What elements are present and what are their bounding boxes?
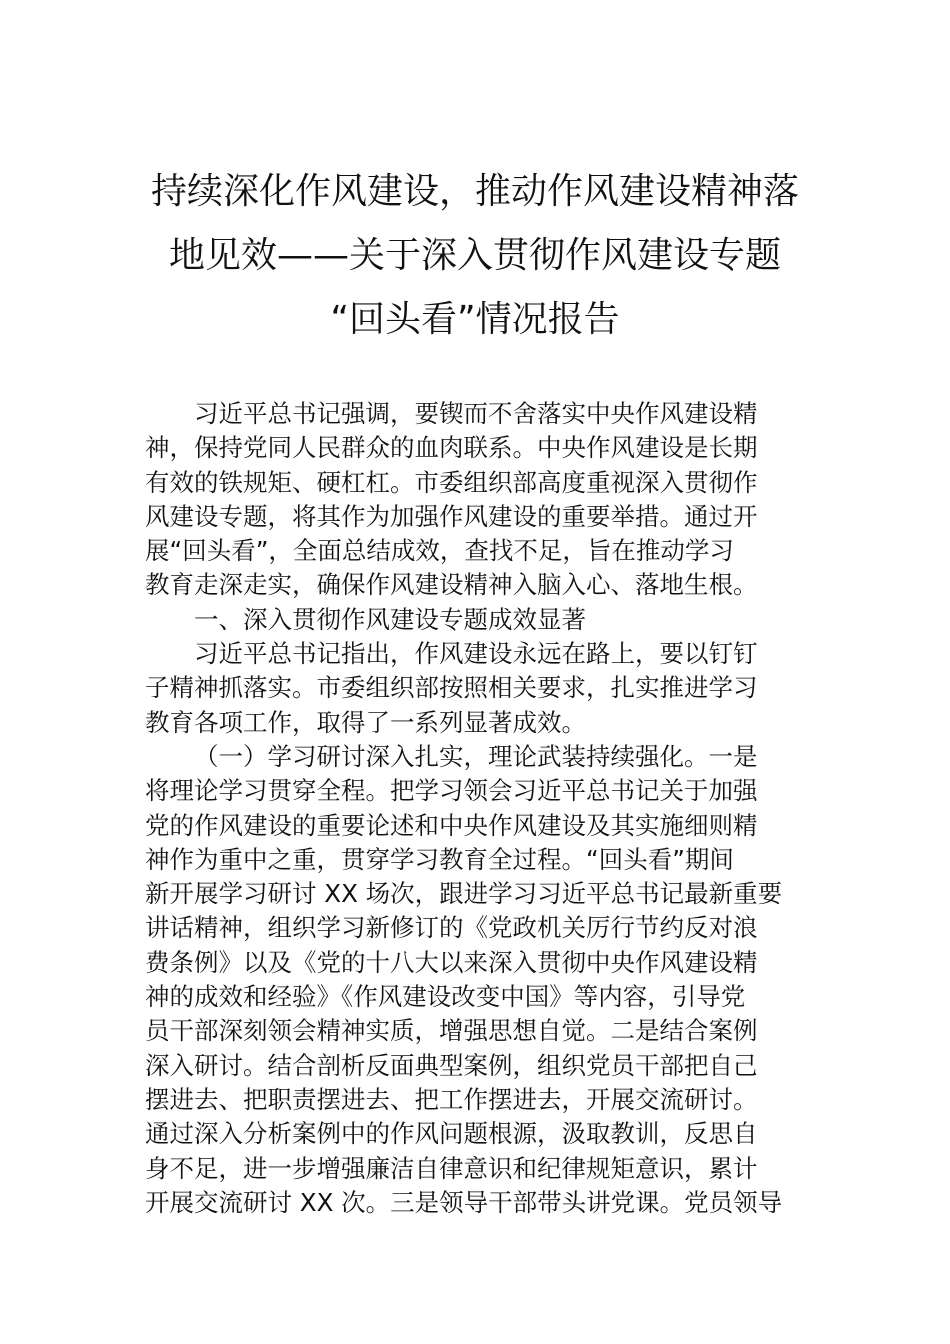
paragraph-subsection1-line-5: 新开展学习研讨 XX 场次，跟进学习习近平总书记最新重要: [145, 879, 783, 909]
paragraph-intro-line-5: 展“回头看”，全面总结成效，查找不足，旨在推动学习: [145, 536, 734, 566]
paragraph-subsection1-line-8: 神的成效和经验》《作风建设改变中国》等内容，引导党: [145, 982, 746, 1012]
paragraph-intro-line-1: 习近平总书记强调，要锲而不舍落实中央作风建设精: [194, 399, 758, 428]
paragraph-subsection1-line-12: 通过深入分析案例中的作风问题根源，汲取教训，反思自: [145, 1119, 758, 1149]
paragraph-subsection1-line-10: 深入研讨。结合剖析反面典型案例，组织党员干部把自己: [145, 1050, 758, 1080]
paragraph-intro-line-4: 风建设专题，将其作为加强作风建设的重要举措。通过开: [145, 501, 758, 531]
paragraph-subsection1-line-9: 员干部深刻领会精神实质，增强思想自觉。二是结合案例: [145, 1016, 758, 1046]
title-line-2: 地见效——关于深入贯彻作风建设专题: [168, 235, 781, 276]
paragraph-subsection1-line-14: 开展交流研讨 XX 次。三是领导干部带头讲党课。党员领导: [145, 1187, 783, 1217]
paragraph-intro-line-6: 教育走深走实，确保作风建设精神入脑入心、落地生根。: [145, 570, 758, 600]
paragraph-subsection1-line-13: 身不足，进一步增强廉洁自律意识和纪律规矩意识，累计: [145, 1153, 758, 1183]
title-line-3: “回头看”情况报告: [330, 299, 620, 340]
document-body: [145, 397, 810, 1220]
paragraph-subsection1-line-1: （一）学习研讨深入扎实，理论武装持续强化。一是: [194, 741, 758, 771]
section-heading-1: 一、深入贯彻作风建设专题成效显著: [194, 604, 586, 634]
paragraph-subsection1-line-11: 摆进去、把职责摆进去、把工作摆进去，开展交流研讨。: [145, 1084, 758, 1114]
paragraph-section1-line-3: 教育各项工作，取得了一系列显著成效。: [145, 707, 586, 737]
paragraph-subsection1-line-7: 费条例》以及《党的十八大以来深入贯彻中央作风建设精: [145, 947, 758, 977]
title-line-1: 持续深化作风建设，推动作风建设精神落: [150, 171, 799, 212]
paragraph-subsection1-line-3: 党的作风建设的重要论述和中央作风建设及其实施细则精: [145, 810, 758, 840]
paragraph-subsection1-line-2: 将理论学习贯穿全程。把学习领会习近平总书记关于加强: [145, 776, 758, 806]
paragraph-subsection1-line-6: 讲话精神，组织学习新修订的《党政机关厉行节约反对浪: [145, 913, 758, 943]
paragraph-section1-line-1: 习近平总书记指出，作风建设永远在路上，要以钉钉: [194, 639, 758, 669]
paragraph-subsection1-line-4: 神作为重中之重，贯穿学习教育全过程。“回头看”期间: [145, 844, 734, 874]
paragraph-intro-line-2: 神，保持党同人民群众的血肉联系。中央作风建设是长期: [145, 433, 758, 463]
paragraph-section1-line-2: 子精神抓落实。市委组织部按照相关要求，扎实推进学习: [145, 673, 758, 703]
document-title: [145, 160, 805, 352]
paragraph-intro-line-3: 有效的铁规矩、硬杠杠。市委组织部高度重视深入贯彻作: [145, 467, 758, 497]
